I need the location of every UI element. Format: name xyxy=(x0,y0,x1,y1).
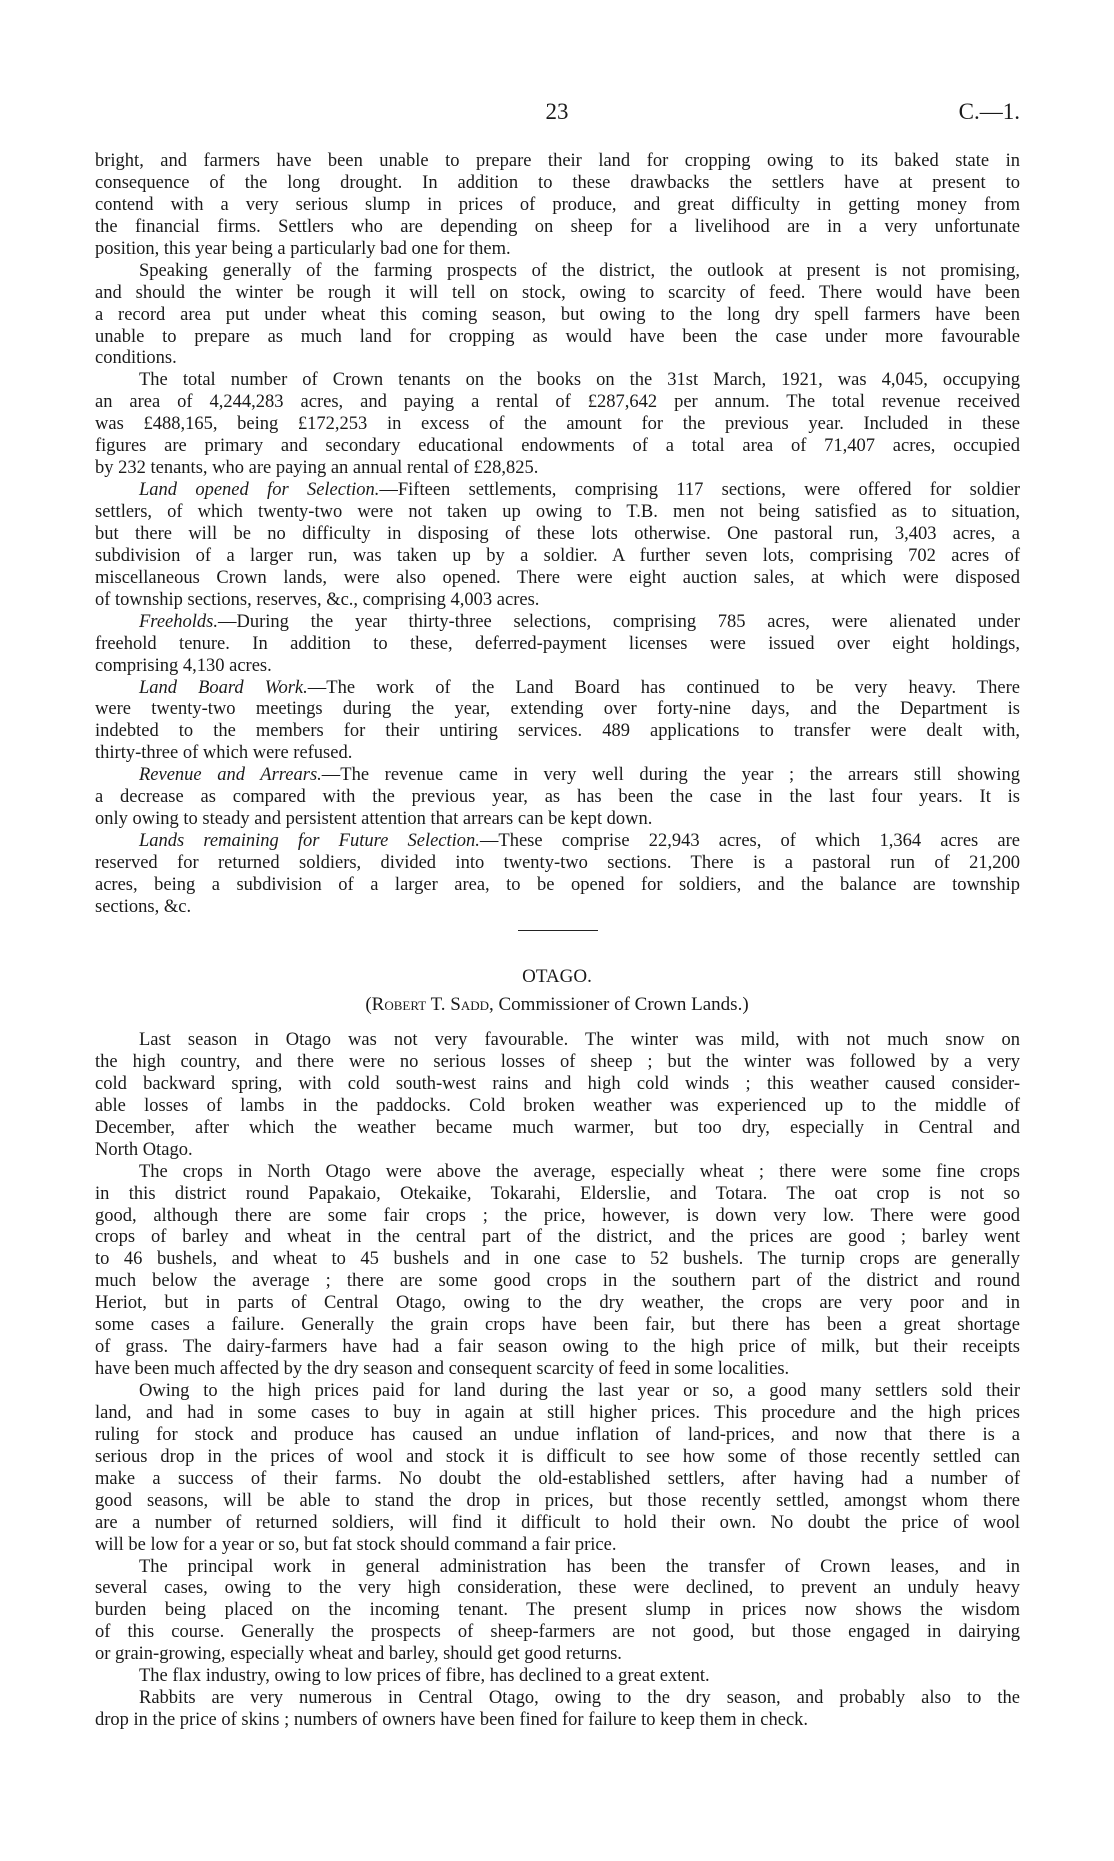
paragraph xyxy=(95,1557,1020,1667)
text-line xyxy=(95,721,1020,743)
paragraph xyxy=(95,1381,1020,1557)
paragraph xyxy=(95,480,1020,612)
text-line xyxy=(95,1293,1020,1315)
text-line xyxy=(95,1557,1020,1579)
line-text: good, although there are some fair crops ; the price, however, is down very low. There were good xyxy=(95,1205,1020,1226)
line-text: serious drop in the prices of wool and stock it is difficult to see how some of those recently settled can xyxy=(95,1446,1020,1467)
line-text: The crops in North Otago were above the average, especially wheat ; there were some fine crops xyxy=(139,1161,1020,1182)
text-line xyxy=(95,327,1020,349)
text-line xyxy=(95,1447,1020,1469)
line-text: miscellaneous Crown lands, were also opened. There were eight auction sales, at which were disposed xyxy=(95,567,1020,588)
line-text: Speaking generally of the farming prospects of the district, the outlook at present is not promising, xyxy=(139,260,1020,281)
section-subtitle xyxy=(0,994,1114,1016)
text-line xyxy=(95,1096,1020,1118)
line-text: —The work of the Land Board has continued to be very heavy. There xyxy=(307,677,1020,698)
text-line xyxy=(95,590,1020,612)
text-line xyxy=(95,370,1020,392)
text-line xyxy=(95,217,1020,239)
line-text: a decrease as compared with the previous year, as has been the case in the last four years. It is xyxy=(95,787,1020,808)
line-text: —Fifteen settlements, comprising 117 sections, were offered for soldier xyxy=(379,480,1020,501)
line-text: bright, and farmers have been unable to prepare their land for cropping owing to its baked state in xyxy=(95,151,1020,171)
text-line xyxy=(95,524,1020,546)
paragraph xyxy=(95,765,1020,831)
line-text: reserved for returned soldiers, divided into twenty-two sections. There is a pastoral run of 21,200 xyxy=(95,853,1020,873)
text-line xyxy=(95,1578,1020,1600)
text-line xyxy=(95,1403,1020,1425)
line-text: Last season in Otago was not very favourable. The winter was mild, with not much snow on xyxy=(139,1030,1020,1050)
line-text: crops of barley and wheat in the central part of the district, and the prices are good ; barley went xyxy=(95,1227,1020,1248)
text-line xyxy=(95,634,1020,656)
line-text: settlers, of which twenty-two were not taken up owing to T.B. men not being satisfied as to situation, xyxy=(95,502,1020,522)
line-text: have been much affected by the dry season and consequent scarcity of feed in some localities. xyxy=(95,1359,790,1380)
section-preceding-district xyxy=(95,151,1020,919)
text-line xyxy=(95,261,1020,283)
text-line xyxy=(95,1140,1020,1162)
text-line xyxy=(95,1162,1020,1184)
text-line xyxy=(95,1337,1020,1359)
line-text: Heriot, but in parts of Central Otago, owing to the dry weather, the crops are very poor and in xyxy=(95,1293,1020,1314)
line-text: subdivision of a larger run, was taken up by a soldier. A further seven lots, comprising 702 acres of xyxy=(95,545,1020,566)
text-line xyxy=(95,458,1020,480)
line-text: ruling for stock and produce has caused an undue inflation of land-prices, and now that there is a xyxy=(95,1424,1020,1445)
text-line xyxy=(95,1030,1020,1052)
text-line xyxy=(95,502,1020,524)
text-line xyxy=(95,1052,1020,1074)
text-line xyxy=(95,1381,1020,1403)
paragraph xyxy=(95,1162,1020,1381)
line-text: contend with a very serious slump in prices of produce, and great difficulty in getting money from xyxy=(95,194,1020,215)
line-text: some cases a failure. Generally the grain crops have been fair, but there has been a great shortage xyxy=(95,1315,1020,1336)
text-line xyxy=(95,1469,1020,1491)
line-text: position, this year being a particularly bad one for them. xyxy=(95,238,511,259)
document-code: C.—1. xyxy=(958,99,1020,124)
text-line xyxy=(95,1315,1020,1337)
line-text: cold backward spring, with cold south-west rains and high cold winds ; this weather caused consider- xyxy=(95,1073,1020,1094)
text-line xyxy=(95,1491,1020,1513)
paragraph-lead-heading: Land opened for Selection. xyxy=(139,480,380,501)
line-text: Owing to the high prices paid for land during the last year or so, a good many settlers sold their xyxy=(139,1381,1020,1401)
text-line xyxy=(95,743,1020,765)
text-line xyxy=(95,1644,1020,1666)
paragraph xyxy=(95,831,1020,919)
line-text: or grain-growing, especially wheat and barley, should get good returns. xyxy=(95,1644,622,1665)
line-text: —These comprise 22,943 acres, of which 1,364 acres are xyxy=(479,831,1020,852)
paragraph xyxy=(95,370,1020,480)
line-text: freehold tenure. In addition to these, deferred-payment licenses were issued over eight holdings, xyxy=(95,633,1020,654)
line-text: make a success of their farms. No doubt the old-established settlers, after having had a number of xyxy=(95,1468,1020,1489)
text-line xyxy=(95,853,1020,875)
text-line xyxy=(95,1206,1020,1228)
line-text: an area of 4,244,283 acres, and paying a rental of £287,642 per annum. The total revenue received xyxy=(95,392,1020,413)
paragraph-lead-heading: Lands remaining for Future Selection. xyxy=(139,831,480,852)
line-text: North Otago. xyxy=(95,1139,193,1160)
text-line xyxy=(95,1710,1020,1732)
line-text: The total number of Crown tenants on the books on the 31st March, 1921, was 4,045, occupying xyxy=(139,370,1020,391)
line-text: of grass. The dairy-farmers have had a fair season owing to the high price of milk, but their receipts xyxy=(95,1337,1020,1358)
text-line xyxy=(95,1535,1020,1557)
line-text: The flax industry, owing to low prices of fibre, has declined to a great extent. xyxy=(139,1666,710,1687)
line-text: good seasons, will be able to stand the drop in prices, but those recently settled, amongst whom there xyxy=(95,1490,1020,1511)
line-text: drop in the price of skins ; numbers of owners have been fined for failure to keep them in check. xyxy=(95,1710,809,1731)
text-line xyxy=(95,436,1020,458)
line-text: thirty-three of which were refused. xyxy=(95,743,353,764)
line-text: figures are primary and secondary educational endowments of a total area of 71,407 acres, occupied xyxy=(95,436,1020,457)
text-line xyxy=(95,568,1020,590)
text-line xyxy=(95,1425,1020,1447)
text-line xyxy=(95,1271,1020,1293)
paragraph xyxy=(95,678,1020,766)
paragraph xyxy=(95,1688,1020,1732)
text-line xyxy=(95,1184,1020,1206)
line-text: of township sections, reserves, &c., comprising 4,003 acres. xyxy=(95,589,540,610)
line-text: was £488,165, being £172,253 in excess of the amount for the previous year. Included in these xyxy=(95,414,1020,435)
line-text: burden being placed on the incoming tenant. The present slump in prices now shows the wisdom xyxy=(95,1600,1020,1621)
line-text: consequence of the long drought. In addition to these drawbacks the settlers have at present to xyxy=(95,172,1020,193)
text-line xyxy=(95,809,1020,831)
line-text: able losses of lambs in the paddocks. Cold broken weather was experienced up to the middle of xyxy=(95,1095,1020,1116)
text-line xyxy=(95,765,1020,787)
line-text: several cases, owing to the very high consideration, these were declined, to prevent an unduly heavy xyxy=(95,1578,1020,1599)
paragraph-lead-heading: Revenue and Arrears. xyxy=(139,765,322,786)
section-divider xyxy=(518,930,598,931)
section-otago-body xyxy=(95,1030,1020,1732)
text-line xyxy=(95,480,1020,502)
text-line xyxy=(95,1074,1020,1096)
line-text: sections, &c. xyxy=(95,896,192,917)
text-line xyxy=(95,831,1020,853)
line-text: of this course. Generally the prospects of sheep-farmers are not good, but those engaged in dairying xyxy=(95,1622,1020,1643)
line-text: but there will be no difficulty in disposing of these lots otherwise. One pastoral run, 3,403 acres, a xyxy=(95,523,1020,544)
line-text: The principal work in general administration has been the transfer of Crown leases, and in xyxy=(139,1556,1020,1577)
paragraph xyxy=(95,612,1020,678)
line-text: the financial firms. Settlers who are depending on sheep for a livelihood are in a very unfortunate xyxy=(95,216,1020,237)
paragraph xyxy=(95,151,1020,261)
line-text: are a number of returned soldiers, will find it difficult to hold their own. No doubt the price of wool xyxy=(95,1512,1020,1533)
line-text: indebted to the members for their untiring services. 489 applications to transfer were dealt with, xyxy=(95,721,1020,742)
text-line xyxy=(95,787,1020,809)
text-line xyxy=(95,1359,1020,1381)
line-text: Rabbits are very numerous in Central Otago, owing to the dry season, and probably also to the xyxy=(139,1688,1020,1709)
line-text: a record area put under wheat this coming season, but owing to the long dry spell farmers have been xyxy=(95,304,1020,325)
paragraph-lead-heading: Land Board Work. xyxy=(139,677,308,698)
text-line xyxy=(95,392,1020,414)
paragraph xyxy=(95,1666,1020,1688)
text-line xyxy=(95,1227,1020,1249)
commissioner-title: , Commissioner of Crown Lands.) xyxy=(489,994,749,1015)
line-text: much below the average ; there are some good crops in the southern part of the district and round xyxy=(95,1271,1020,1292)
text-line xyxy=(95,1600,1020,1622)
text-line xyxy=(95,1622,1020,1644)
line-text: to 46 bushels, and wheat to 45 bushels and in one case to 52 bushels. The turnip crops are generally xyxy=(95,1249,1020,1270)
commissioner-name: Robert T. Sadd xyxy=(371,994,489,1015)
text-line xyxy=(95,656,1020,678)
text-line xyxy=(95,195,1020,217)
text-line xyxy=(95,699,1020,721)
line-text: by 232 tenants, who are paying an annual rental of £28,825. xyxy=(95,458,539,479)
line-text: comprising 4,130 acres. xyxy=(95,655,272,676)
paragraph xyxy=(95,1030,1020,1162)
text-line xyxy=(95,546,1020,568)
text-line xyxy=(95,678,1020,700)
line-text: the high country, and there were no serious losses of sheep ; but the winter was followed by a very xyxy=(95,1051,1020,1072)
text-line xyxy=(95,348,1020,370)
line-text: unable to prepare as much land for cropping as would have been the case under more favourable xyxy=(95,326,1020,347)
line-text: will be low for a year or so, but fat stock should command a fair price. xyxy=(95,1534,617,1555)
text-line xyxy=(95,875,1020,897)
text-line xyxy=(95,1249,1020,1271)
line-text: were twenty-two meetings during the year, extending over forty-nine days, and the Department is xyxy=(95,699,1020,720)
line-text: acres, being a subdivision of a larger area, to be opened for soldiers, and the balance are township xyxy=(95,874,1020,895)
line-text: —The revenue came in very well during the year ; the arrears still showing xyxy=(321,765,1020,786)
line-text: conditions. xyxy=(95,348,177,369)
text-line xyxy=(95,1688,1020,1710)
page-number: 23 xyxy=(545,99,569,124)
line-text: only owing to steady and persistent attention that arrears can be kept down. xyxy=(95,809,653,830)
text-line xyxy=(95,283,1020,305)
section-heading-otago: OTAGO. xyxy=(522,966,592,987)
text-line xyxy=(95,897,1020,919)
line-text: in this district round Papakaio, Otekaike, Tokarahi, Elderslie, and Totara. The oat crop is not so xyxy=(95,1183,1020,1204)
line-text: and should the winter be rough it will tell on stock, owing to scarcity of feed. There would have been xyxy=(95,282,1020,303)
text-line xyxy=(95,1666,1020,1688)
text-line xyxy=(95,1513,1020,1535)
text-line xyxy=(95,239,1020,261)
text-line xyxy=(95,414,1020,436)
text-line xyxy=(95,305,1020,327)
paragraph xyxy=(95,261,1020,371)
paragraph-lead-heading: Freeholds. xyxy=(139,611,218,632)
line-text: —During the year thirty-three selections, comprising 785 acres, were alienated under xyxy=(217,611,1020,632)
line-text: December, after which the weather became much warmer, but too dry, especially in Central and xyxy=(95,1117,1020,1138)
text-line xyxy=(95,612,1020,634)
subtitle-prefix: ( xyxy=(365,994,372,1015)
line-text: land, and had in some cases to buy in again at still higher prices. This procedure and the high prices xyxy=(95,1402,1020,1423)
text-line xyxy=(95,1118,1020,1140)
text-line xyxy=(95,173,1020,195)
text-line xyxy=(95,151,1020,173)
